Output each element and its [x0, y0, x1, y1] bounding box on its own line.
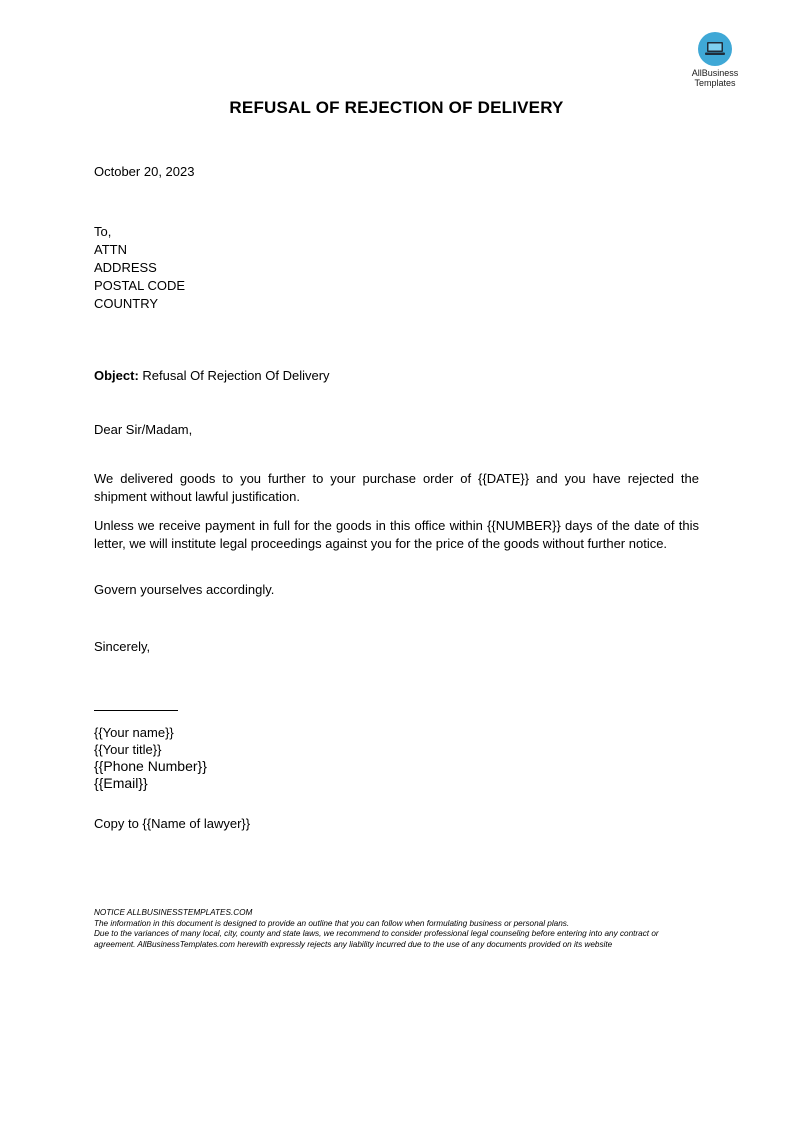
object-text: Refusal Of Rejection Of Delivery: [142, 368, 330, 383]
laptop-icon: [698, 32, 732, 66]
signature-phone: {{Phone Number}}: [94, 758, 207, 774]
salutation: Dear Sir/Madam,: [94, 422, 193, 437]
notice-heading: NOTICE ALLBUSINESSTEMPLATES.COM: [94, 908, 253, 917]
notice-line-1: The information in this document is designed to provide an outline that you can follow when formulating business or personal plans.: [94, 918, 570, 928]
document-title: REFUSAL OF REJECTION OF DELIVERY: [229, 98, 564, 117]
logo-text-line1: AllBusiness: [691, 68, 739, 78]
closing: Sincerely,: [94, 639, 151, 654]
signature-block: [94, 724, 207, 792]
paragraph-2: Unless we receive payment in full for the goods in this office within {{NUMBER}} days of the date of this letter, we will institute legal proceedings against you for the price of the goods without further notice.: [94, 518, 699, 551]
recipient-to: To,: [94, 224, 112, 239]
copy-to: Copy to {{Name of lawyer}}: [94, 816, 251, 831]
signature-title: {{Your title}}: [94, 742, 162, 757]
letter-date: October 20, 2023: [94, 164, 195, 179]
brand-logo: [680, 32, 750, 88]
signature-name: {{Your name}}: [94, 725, 174, 740]
signature-line: [94, 710, 178, 711]
recipient-postal-code: POSTAL CODE: [94, 278, 186, 293]
recipient-attn: ATTN: [94, 242, 127, 257]
notice-line-2: Due to the variances of many local, city, county and state laws, we recommend to consider professional legal counseling before entering into any contract or agreement. AllBusinessTemplates.com herewith expressly rejects any liability incurred due to the use of any documents provided on its website: [94, 929, 659, 949]
logo-text: [680, 68, 750, 88]
legal-notice: [94, 908, 699, 950]
paragraph-1: We delivered goods to you further to your purchase order of {{DATE}} and you have rejected the shipment without lawful justification.: [94, 471, 699, 504]
recipient-address: ADDRESS: [94, 260, 157, 275]
signature-email: {{Email}}: [94, 775, 148, 791]
recipient-block: [94, 223, 699, 313]
logo-text-line2: Templates: [694, 78, 736, 88]
paragraph-3: Govern yourselves accordingly.: [94, 582, 275, 597]
object-label: Object:: [94, 368, 139, 383]
recipient-country: COUNTRY: [94, 296, 159, 311]
object-line: [94, 367, 699, 385]
